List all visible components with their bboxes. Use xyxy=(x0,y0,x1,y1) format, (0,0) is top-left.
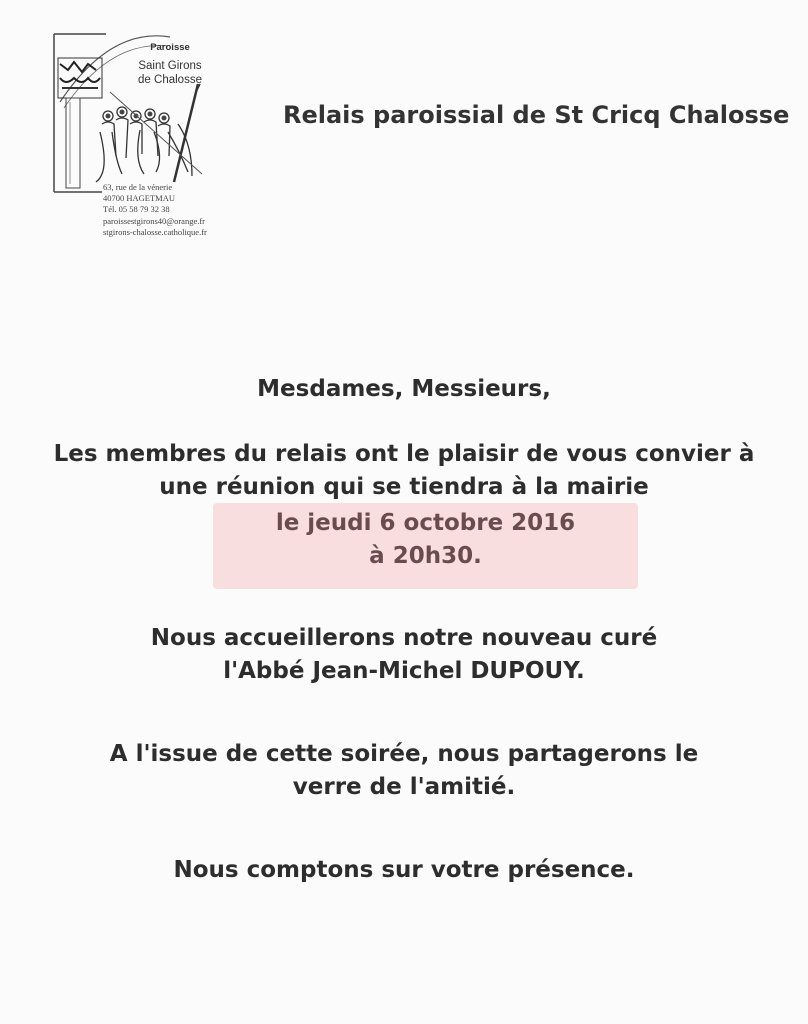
address-street: 63, rue de la vénerie xyxy=(103,182,173,192)
address-email: paroissestgirons40@orange.fr xyxy=(103,215,206,226)
issue-line-2: verre de l'amitié. xyxy=(292,774,516,800)
logo-name-line2: de Chalosse xyxy=(138,74,202,86)
meeting-time: à 20h30. xyxy=(369,543,482,569)
issue-line-1: A l'issue de cette soirée, nous partagerons le xyxy=(109,741,699,767)
letter-closing: Nous comptons sur votre présence. xyxy=(173,857,635,883)
address-phone: Tél. 05 58 79 32 38 xyxy=(103,204,170,215)
logo-name-line1: Saint Girons xyxy=(138,60,202,72)
welcome-line-2: l'Abbé Jean-Michel DUPOUY. xyxy=(223,658,585,684)
welcome-line-1: Nous accueillerons notre nouveau curé xyxy=(150,625,658,651)
parish-emblem-illustration xyxy=(50,32,250,202)
letter-intro xyxy=(20,438,788,504)
parish-logo xyxy=(50,32,250,242)
meeting-date: le jeudi 6 octobre 2016 xyxy=(275,510,576,536)
letter-welcome xyxy=(20,622,788,688)
letter-closing-event xyxy=(20,738,788,804)
intro-line-2: une réunion qui se tiendra à la mairie xyxy=(159,474,649,500)
date-highlight-box xyxy=(213,503,638,589)
logo-parish-label: Paroisse xyxy=(150,42,190,53)
meeting-date-time xyxy=(213,507,638,573)
address-website: stgirons-chalosse.catholique.fr xyxy=(103,226,207,237)
logo-address-block xyxy=(103,182,263,238)
intro-line-1: Les membres du relais ont le plaisir de vous convier à xyxy=(53,441,755,467)
page-title: Relais paroissial de St Cricq Chalosse xyxy=(283,101,790,129)
logo-parish-name xyxy=(106,59,234,87)
letter-greeting: Mesdames, Messieurs, xyxy=(257,376,551,402)
address-city: 40700 HAGETMAU xyxy=(103,193,176,204)
